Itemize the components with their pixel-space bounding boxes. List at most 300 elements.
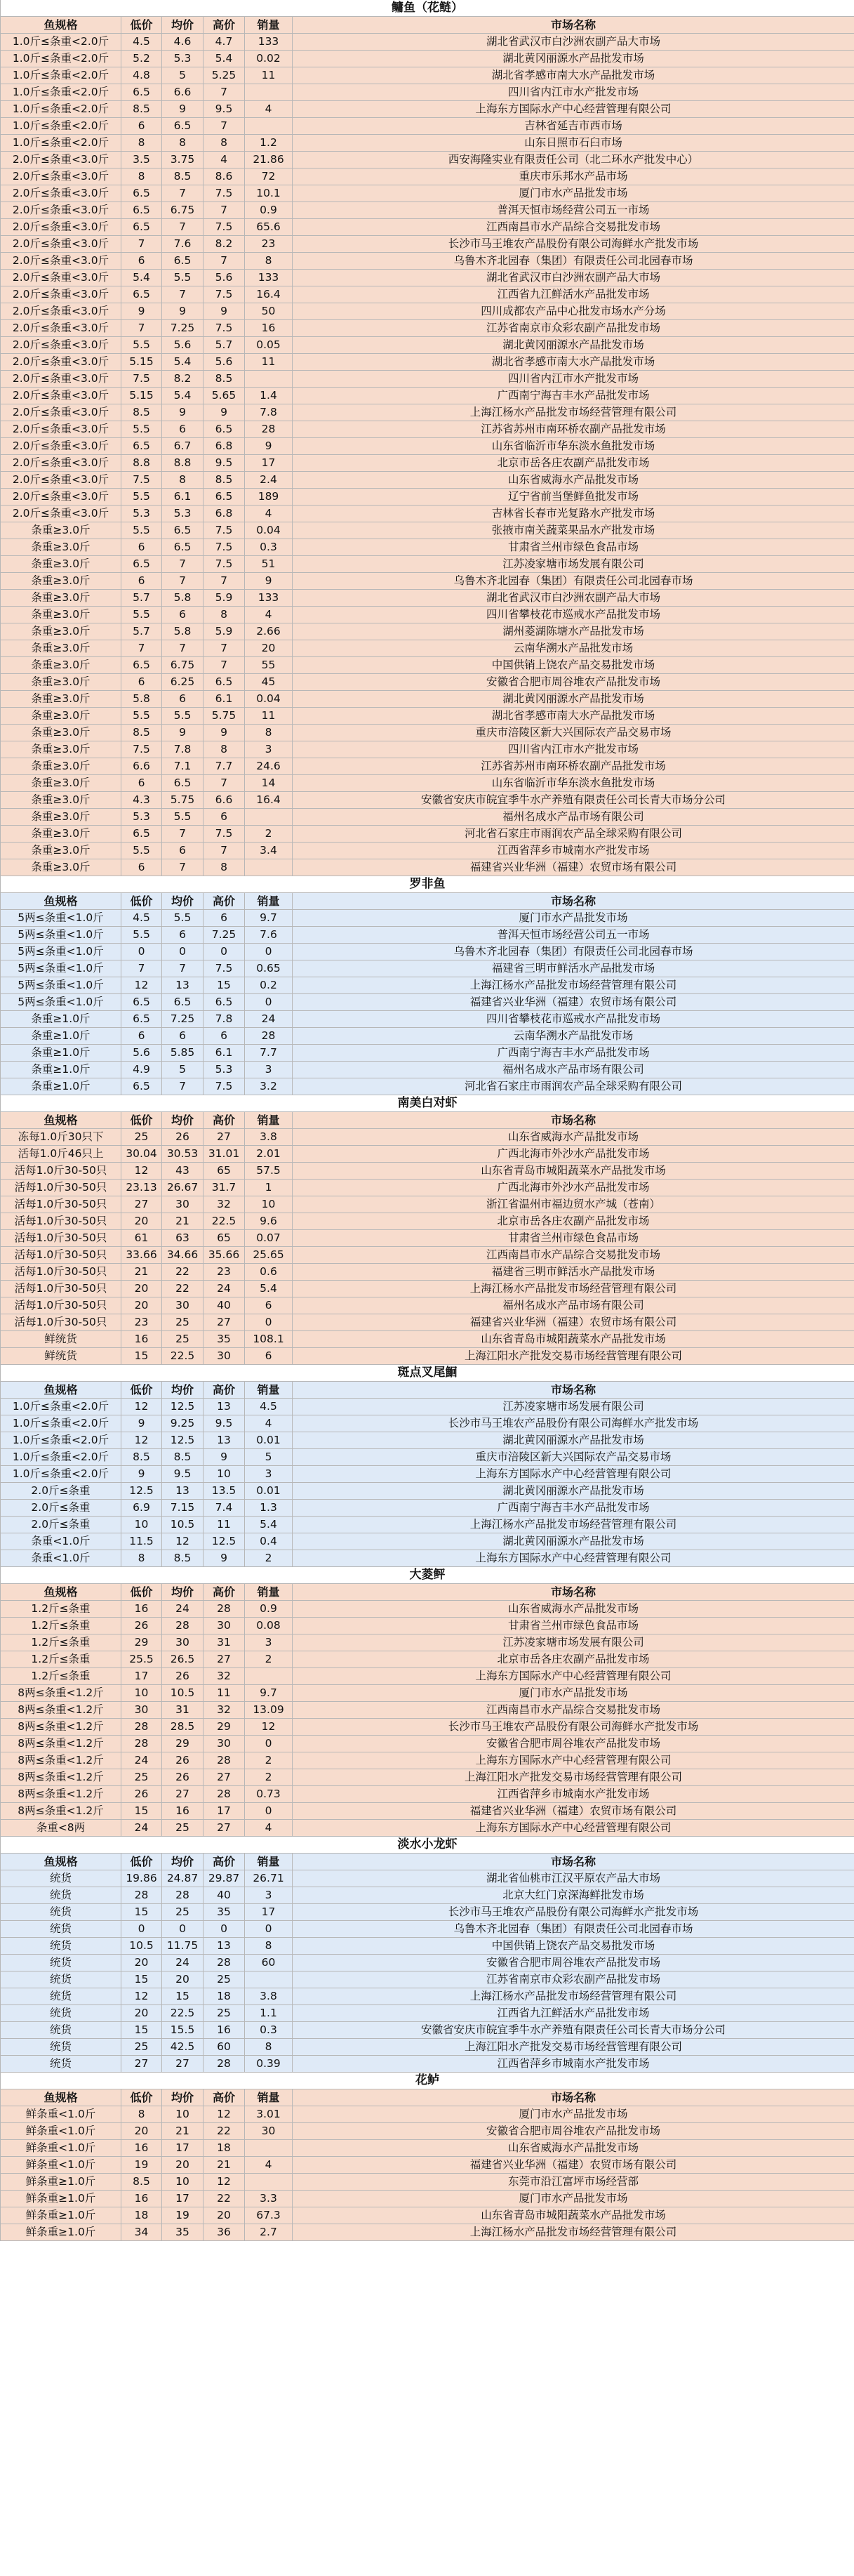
cell-low: 29 (121, 1634, 162, 1651)
cell-high: 13.5 (204, 1483, 245, 1500)
cell-low: 9 (121, 1466, 162, 1483)
table-row (1, 1078, 854, 1095)
cell-avg: 6.7 (162, 438, 204, 455)
section-title-row (1, 1095, 854, 1112)
cell-avg: 30 (162, 1196, 204, 1213)
cell-avg: 17 (162, 2140, 204, 2157)
table-row (1, 371, 854, 388)
cell-high: 7 (204, 843, 245, 859)
cell-spec: 条重≥3.0斤 (1, 826, 121, 843)
cell-vol: 1.3 (245, 1500, 293, 1517)
header-vol: 销量 (245, 17, 293, 34)
cell-avg: 9 (162, 404, 204, 421)
cell-avg: 30.53 (162, 1146, 204, 1163)
table-row (1, 1618, 854, 1634)
cell-market: 江苏凌家塘市场发展有限公司 (293, 1399, 854, 1415)
cell-spec: 2.0斤≤条重<3.0斤 (1, 236, 121, 253)
cell-low: 20 (121, 1955, 162, 1971)
cell-market: 山东省青岛市城阳蔬菜水产品批发市场 (293, 1331, 854, 1348)
cell-low: 8.5 (121, 725, 162, 741)
cell-vol: 55 (245, 657, 293, 674)
table-row (1, 1786, 854, 1803)
cell-high: 6 (204, 910, 245, 927)
cell-low: 5.4 (121, 270, 162, 286)
cell-market: 辽宁省前当堡鲜鱼批发市场 (293, 489, 854, 506)
cell-vol (245, 1668, 293, 1685)
cell-avg: 7 (162, 185, 204, 202)
header-low: 低价 (121, 1112, 162, 1129)
cell-market: 安徽省合肥市周谷堆农产品批发市场 (293, 674, 854, 691)
cell-high: 60 (204, 2039, 245, 2056)
cell-market: 广西北海市外沙水产品批发市场 (293, 1146, 854, 1163)
table-row (1, 2005, 854, 2022)
cell-spec: 2.0斤≤条重<3.0斤 (1, 438, 121, 455)
cell-spec: 条重≥3.0斤 (1, 623, 121, 640)
cell-high: 28 (204, 1601, 245, 1618)
cell-low: 6.5 (121, 286, 162, 303)
cell-market: 江西省九江鲜活水产品批发市场 (293, 2005, 854, 2022)
cell-high: 0 (204, 944, 245, 960)
table-row (1, 455, 854, 472)
cell-high: 30 (204, 1348, 245, 1365)
cell-high: 9 (204, 404, 245, 421)
table-row (1, 1011, 854, 1028)
cell-low: 5.5 (121, 421, 162, 438)
cell-high: 9.5 (204, 455, 245, 472)
cell-market: 福建省三明市鲜活水产品批发市场 (293, 960, 854, 977)
table-row (1, 522, 854, 539)
table-row (1, 859, 854, 876)
cell-market: 山东省青岛市城阳蔬菜水产品批发市场 (293, 2207, 854, 2224)
cell-vol: 189 (245, 489, 293, 506)
cell-spec: 2.0斤≤条重<3.0斤 (1, 219, 121, 236)
cell-market: 乌鲁木齐北园春（集团）有限责任公司北园春市场 (293, 944, 854, 960)
cell-low: 3.5 (121, 152, 162, 169)
cell-low: 9 (121, 1415, 162, 1432)
cell-high: 7 (204, 253, 245, 270)
cell-high: 12.5 (204, 1533, 245, 1550)
table-row (1, 994, 854, 1011)
cell-spec: 5两≤条重<1.0斤 (1, 910, 121, 927)
cell-low: 24 (121, 1820, 162, 1837)
cell-avg: 7 (162, 859, 204, 876)
cell-high: 6 (204, 1028, 245, 1045)
cell-spec: 2.0斤≤条重<3.0斤 (1, 421, 121, 438)
table-row (1, 2123, 854, 2140)
cell-vol: 0 (245, 1736, 293, 1752)
cell-low: 16 (121, 2140, 162, 2157)
cell-avg: 10.5 (162, 1685, 204, 1702)
cell-spec: 鲜条重≥1.0斤 (1, 2191, 121, 2207)
cell-spec: 1.2斤≤条重 (1, 1634, 121, 1651)
table-row (1, 674, 854, 691)
header-high: 高价 (204, 17, 245, 34)
cell-vol: 2 (245, 1550, 293, 1567)
cell-spec: 1.0斤≤条重<2.0斤 (1, 84, 121, 101)
cell-avg: 5 (162, 67, 204, 84)
cell-market: 上海江杨水产品批发市场经营管理有限公司 (293, 2224, 854, 2241)
cell-spec: 条重≥3.0斤 (1, 640, 121, 657)
cell-spec: 条重<1.0斤 (1, 1550, 121, 1567)
table-row (1, 270, 854, 286)
table-row (1, 1904, 854, 1921)
header-spec: 鱼规格 (1, 1584, 121, 1601)
cell-avg: 7.25 (162, 1011, 204, 1028)
header-market: 市场名称 (293, 2089, 854, 2106)
cell-market: 福建省兴业华洲（福建）农贸市场有限公司 (293, 859, 854, 876)
cell-vol: 11 (245, 354, 293, 371)
header-high: 高价 (204, 1584, 245, 1601)
cell-low: 5.5 (121, 522, 162, 539)
cell-low: 6.5 (121, 202, 162, 219)
cell-spec: 5两≤条重<1.0斤 (1, 944, 121, 960)
cell-low: 5.3 (121, 506, 162, 522)
cell-low: 5.5 (121, 843, 162, 859)
cell-spec: 条重<1.0斤 (1, 1533, 121, 1550)
cell-low: 12 (121, 1988, 162, 2005)
table-row (1, 792, 854, 809)
cell-high: 65 (204, 1230, 245, 1247)
cell-high: 17 (204, 1803, 245, 1820)
cell-vol: 0 (245, 1803, 293, 1820)
cell-spec: 5两≤条重<1.0斤 (1, 977, 121, 994)
cell-avg: 10 (162, 2106, 204, 2123)
table-row (1, 826, 854, 843)
cell-high: 30 (204, 1736, 245, 1752)
cell-avg: 7 (162, 219, 204, 236)
table-row (1, 135, 854, 152)
cell-market: 江西南昌市水产品综合交易批发市场 (293, 1702, 854, 1719)
cell-high: 4.7 (204, 34, 245, 51)
cell-low: 5.2 (121, 51, 162, 67)
cell-avg: 19 (162, 2207, 204, 2224)
cell-high: 8.5 (204, 371, 245, 388)
cell-avg: 5.5 (162, 270, 204, 286)
cell-low: 6 (121, 775, 162, 792)
section-title: 大菱鲆 (1, 1567, 854, 1584)
cell-high: 22 (204, 2191, 245, 2207)
cell-avg: 25 (162, 1331, 204, 1348)
cell-high: 32 (204, 1668, 245, 1685)
cell-high: 7.5 (204, 522, 245, 539)
cell-high: 5.75 (204, 708, 245, 725)
cell-spec: 活每1.0斤30-50只 (1, 1163, 121, 1180)
table-row (1, 1651, 854, 1668)
cell-avg: 7.6 (162, 236, 204, 253)
cell-market: 山东日照市石臼市场 (293, 135, 854, 152)
cell-spec: 2.0斤≤条重<3.0斤 (1, 253, 121, 270)
header-avg: 均价 (162, 1584, 204, 1601)
cell-vol: 0.04 (245, 522, 293, 539)
cell-high: 7.5 (204, 539, 245, 556)
cell-spec: 活每1.0斤30-50只 (1, 1281, 121, 1297)
header-avg: 均价 (162, 1112, 204, 1129)
cell-high: 8.5 (204, 472, 245, 489)
cell-high: 0 (204, 1921, 245, 1938)
cell-vol: 24.6 (245, 758, 293, 775)
cell-spec: 条重≥3.0斤 (1, 725, 121, 741)
cell-high: 27 (204, 1651, 245, 1668)
cell-spec: 鲜条重<1.0斤 (1, 2123, 121, 2140)
section-title: 鳙鱼（花鲢） (1, 0, 854, 17)
cell-low: 6 (121, 573, 162, 590)
cell-market: 吉林省长春市光复路水产批发市场 (293, 506, 854, 522)
cell-low: 6.5 (121, 556, 162, 573)
cell-low: 6.5 (121, 84, 162, 101)
cell-avg: 12.5 (162, 1432, 204, 1449)
cell-avg: 6 (162, 927, 204, 944)
header-low: 低价 (121, 2089, 162, 2106)
cell-vol: 8 (245, 2039, 293, 2056)
cell-avg: 22.5 (162, 2005, 204, 2022)
section-title-row (1, 1567, 854, 1584)
cell-market: 湖北省武汉市白沙洲农副产品大市场 (293, 590, 854, 607)
table-row (1, 286, 854, 303)
cell-high: 7.7 (204, 758, 245, 775)
cell-avg: 43 (162, 1163, 204, 1180)
cell-market: 乌鲁木齐北园春（集团）有限责任公司北园春市场 (293, 573, 854, 590)
cell-spec: 1.0斤≤条重<2.0斤 (1, 51, 121, 67)
cell-high: 6.6 (204, 792, 245, 809)
table-row (1, 489, 854, 506)
cell-high: 25 (204, 2005, 245, 2022)
table-row (1, 1500, 854, 1517)
cell-market: 上海东方国际水产中心经营管理有限公司 (293, 1668, 854, 1685)
cell-low: 8.5 (121, 2174, 162, 2191)
cell-market: 山东省威海水产品批发市场 (293, 1129, 854, 1146)
cell-high: 8 (204, 607, 245, 623)
table-row (1, 708, 854, 725)
cell-market: 福州名成水产品市场有限公司 (293, 1062, 854, 1078)
cell-market: 河北省石家庄市雨润农产品全球采购有限公司 (293, 1078, 854, 1095)
cell-vol: 0.9 (245, 1601, 293, 1618)
section-title: 罗非鱼 (1, 876, 854, 893)
cell-market: 江西省萍乡市城南水产批发市场 (293, 843, 854, 859)
table-row (1, 1870, 854, 1887)
cell-low: 7 (121, 640, 162, 657)
cell-low: 34 (121, 2224, 162, 2241)
table-row (1, 1348, 854, 1365)
cell-spec: 活每1.0斤30-50只 (1, 1180, 121, 1196)
cell-high: 9.5 (204, 101, 245, 118)
cell-spec: 2.0斤≤条重<3.0斤 (1, 152, 121, 169)
cell-market: 湖北黄冈丽源水产品批发市场 (293, 337, 854, 354)
cell-low: 5.15 (121, 354, 162, 371)
cell-high: 18 (204, 1988, 245, 2005)
cell-spec: 1.0斤≤条重<2.0斤 (1, 1415, 121, 1432)
cell-vol: 72 (245, 169, 293, 185)
cell-low: 6.5 (121, 1078, 162, 1095)
cell-low: 6.5 (121, 826, 162, 843)
cell-vol: 3 (245, 1062, 293, 1078)
table-row (1, 1045, 854, 1062)
table-row (1, 2022, 854, 2039)
cell-low: 23.13 (121, 1180, 162, 1196)
cell-low: 8.5 (121, 404, 162, 421)
table-row (1, 741, 854, 758)
cell-spec: 5两≤条重<1.0斤 (1, 927, 121, 944)
cell-avg: 5.4 (162, 354, 204, 371)
table-row (1, 202, 854, 219)
cell-low: 15 (121, 2022, 162, 2039)
cell-market: 长沙市马王堆农产品股份有限公司海鲜水产批发市场 (293, 1415, 854, 1432)
cell-vol: 2.01 (245, 1146, 293, 1163)
table-row (1, 1180, 854, 1196)
cell-vol: 0.08 (245, 1618, 293, 1634)
cell-high: 5.65 (204, 388, 245, 404)
cell-low: 5.7 (121, 623, 162, 640)
cell-vol: 24 (245, 1011, 293, 1028)
cell-high: 13 (204, 1399, 245, 1415)
cell-vol: 45 (245, 674, 293, 691)
cell-vol: 3.8 (245, 1988, 293, 2005)
cell-high: 6 (204, 809, 245, 826)
table-row (1, 1955, 854, 1971)
cell-low: 20 (121, 2123, 162, 2140)
table-row (1, 2056, 854, 2073)
header-low: 低价 (121, 893, 162, 910)
cell-spec: 条重≥3.0斤 (1, 859, 121, 876)
cell-avg: 21 (162, 2123, 204, 2140)
cell-avg: 7.8 (162, 741, 204, 758)
cell-spec: 条重≥3.0斤 (1, 708, 121, 725)
cell-market: 江苏省苏州市南环桥农副产品批发市场 (293, 758, 854, 775)
cell-avg: 12.5 (162, 1399, 204, 1415)
header-low: 低价 (121, 1854, 162, 1870)
table-row (1, 1668, 854, 1685)
cell-avg: 5.85 (162, 1045, 204, 1062)
cell-spec: 条重≥3.0斤 (1, 590, 121, 607)
cell-vol: 108.1 (245, 1331, 293, 1348)
cell-avg: 6.5 (162, 522, 204, 539)
cell-market: 北京市岳各庄农副产品批发市场 (293, 1651, 854, 1668)
cell-avg: 26 (162, 1752, 204, 1769)
cell-avg: 15 (162, 1988, 204, 2005)
cell-low: 8 (121, 169, 162, 185)
cell-avg: 8 (162, 472, 204, 489)
table-row (1, 1146, 854, 1163)
cell-avg: 5 (162, 1062, 204, 1078)
cell-vol: 51 (245, 556, 293, 573)
column-header-row (1, 17, 854, 34)
section-title: 花鲈 (1, 2073, 854, 2089)
cell-avg: 5.5 (162, 910, 204, 927)
cell-market: 四川成都农产品中心批发市场水产分场 (293, 303, 854, 320)
header-avg: 均价 (162, 2089, 204, 2106)
cell-high: 7.5 (204, 960, 245, 977)
table-row (1, 1820, 854, 1837)
cell-avg: 4.6 (162, 34, 204, 51)
table-row (1, 1887, 854, 1904)
cell-avg: 7.25 (162, 320, 204, 337)
cell-vol: 30 (245, 2123, 293, 2140)
cell-market: 北京大红门京深海鲜批发市场 (293, 1887, 854, 1904)
cell-market: 江西南昌市水产品综合交易批发市场 (293, 1247, 854, 1264)
table-row (1, 1281, 854, 1297)
cell-high: 5.9 (204, 623, 245, 640)
cell-low: 5.6 (121, 1045, 162, 1062)
cell-spec: 统货 (1, 2039, 121, 2056)
cell-market: 安徽省合肥市周谷堆农产品批发市场 (293, 2123, 854, 2140)
cell-spec: 1.0斤≤条重<2.0斤 (1, 34, 121, 51)
cell-high: 8.2 (204, 236, 245, 253)
cell-low: 4.5 (121, 34, 162, 51)
cell-vol: 4 (245, 1415, 293, 1432)
cell-market: 甘肃省兰州市绿色食品市场 (293, 1618, 854, 1634)
cell-high: 7.5 (204, 219, 245, 236)
cell-high: 7.5 (204, 185, 245, 202)
cell-low: 5.5 (121, 607, 162, 623)
cell-vol: 13.09 (245, 1702, 293, 1719)
cell-vol: 8 (245, 253, 293, 270)
cell-market: 湖北黄冈丽源水产品批发市场 (293, 51, 854, 67)
cell-spec: 条重≥3.0斤 (1, 556, 121, 573)
cell-vol (245, 2174, 293, 2191)
cell-spec: 1.0斤≤条重<2.0斤 (1, 1399, 121, 1415)
cell-low: 5.15 (121, 388, 162, 404)
cell-market: 东莞市沿江富坪市场经营部 (293, 2174, 854, 2191)
cell-high: 9.5 (204, 1415, 245, 1432)
cell-vol: 0.04 (245, 691, 293, 708)
cell-high: 21 (204, 2157, 245, 2174)
section-title-row (1, 2073, 854, 2089)
cell-high: 7.5 (204, 286, 245, 303)
table-row (1, 1129, 854, 1146)
cell-high: 25 (204, 1971, 245, 1988)
cell-spec: 鲜条重≥1.0斤 (1, 2207, 121, 2224)
cell-low: 8 (121, 1550, 162, 1567)
table-row (1, 960, 854, 977)
cell-low: 10.5 (121, 1938, 162, 1955)
cell-vol: 0.6 (245, 1264, 293, 1281)
cell-avg: 29 (162, 1736, 204, 1752)
cell-market: 江苏省南京市众彩农副产品批发市场 (293, 1971, 854, 1988)
cell-spec: 条重≥3.0斤 (1, 522, 121, 539)
table-row (1, 2224, 854, 2241)
cell-avg: 9.5 (162, 1466, 204, 1483)
cell-avg: 7 (162, 1078, 204, 1095)
cell-high: 35 (204, 1331, 245, 1348)
cell-vol: 20 (245, 640, 293, 657)
cell-market: 长沙市马王堆农产品股份有限公司海鲜水产批发市场 (293, 1719, 854, 1736)
header-avg: 均价 (162, 1854, 204, 1870)
cell-vol: 2 (245, 1651, 293, 1668)
cell-low: 20 (121, 1297, 162, 1314)
cell-vol: 9 (245, 438, 293, 455)
cell-high: 28 (204, 1752, 245, 1769)
cell-spec: 统货 (1, 1904, 121, 1921)
cell-vol: 0.01 (245, 1483, 293, 1500)
cell-vol: 1.2 (245, 135, 293, 152)
cell-high: 20 (204, 2207, 245, 2224)
cell-avg: 25 (162, 1904, 204, 1921)
cell-low: 6 (121, 253, 162, 270)
header-spec: 鱼规格 (1, 893, 121, 910)
table-row (1, 556, 854, 573)
cell-vol: 3 (245, 741, 293, 758)
cell-spec: 1.0斤≤条重<2.0斤 (1, 118, 121, 135)
cell-low: 24 (121, 1752, 162, 1769)
cell-spec: 条重≥3.0斤 (1, 843, 121, 859)
cell-avg: 25 (162, 1820, 204, 1837)
cell-vol: 0 (245, 1314, 293, 1331)
cell-vol: 11 (245, 708, 293, 725)
cell-vol: 2 (245, 826, 293, 843)
cell-vol: 5 (245, 1449, 293, 1466)
cell-high: 11 (204, 1517, 245, 1533)
cell-spec: 条重≥1.0斤 (1, 1011, 121, 1028)
cell-avg: 8.5 (162, 169, 204, 185)
